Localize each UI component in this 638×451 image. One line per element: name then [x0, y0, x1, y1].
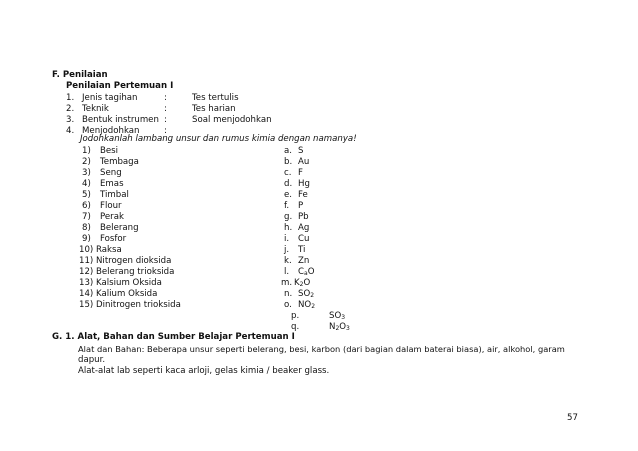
list-number: 15) — [79, 300, 94, 310]
list-number: 2) — [82, 157, 91, 167]
item-colon: : — [164, 104, 167, 114]
list-letter: f. — [284, 201, 290, 211]
list-letter: o. — [284, 300, 292, 310]
item-colon: : — [164, 115, 167, 125]
list-item-symbol: S — [298, 146, 304, 156]
list-letter: m. — [281, 278, 293, 288]
list-item-name: Fosfor — [100, 234, 127, 244]
list-item-symbol: Fe — [298, 190, 308, 200]
list-item-name: Raksa — [96, 245, 122, 255]
item-colon: : — [164, 126, 167, 136]
list-item-symbol: Cu — [298, 234, 310, 244]
list-number: 10) — [79, 245, 94, 255]
list-number: 3) — [82, 168, 91, 178]
list-item-formula: $SO_3$ — [329, 311, 346, 321]
list-number: 12) — [79, 267, 94, 277]
item-value: Soal menjodohkan — [192, 115, 272, 125]
item-number: 2. — [66, 104, 75, 114]
page-number: 57 — [567, 413, 578, 423]
item-colon: : — [164, 93, 167, 103]
list-item-name: Emas — [100, 179, 124, 189]
materials-line-continued: dapur. — [78, 355, 106, 365]
materials-line: Alat dan Bahan: Beberapa unsur seperti belerang, besi, karbon (dari bagian dalam baterai biasa), air, alkohol, garam — [78, 344, 565, 354]
list-item-symbol: Au — [298, 157, 310, 167]
list-number: 7) — [82, 212, 91, 222]
list-item-formula: $C_aO$ — [298, 267, 315, 277]
list-item-name: Timbal — [100, 190, 129, 200]
list-item-symbol: Zn — [298, 256, 310, 266]
list-number: 8) — [82, 223, 91, 233]
list-letter: a. — [284, 146, 292, 156]
list-item-name: Belerang trioksida — [96, 267, 175, 277]
list-letter: n. — [284, 289, 293, 299]
list-item-name: Kalium Oksida — [96, 289, 158, 299]
list-letter: c. — [284, 168, 292, 178]
item-label: Bentuk instrumen — [82, 115, 159, 125]
list-number: 6) — [82, 201, 91, 211]
list-number: 1) — [82, 146, 91, 156]
list-letter: l. — [284, 267, 290, 277]
section-f-heading: F. Penilaian — [52, 70, 108, 80]
list-item-name: Seng — [100, 168, 122, 178]
list-item-symbol: Ti — [298, 245, 306, 255]
list-number: 14) — [79, 289, 94, 299]
list-item-symbol: Hg — [298, 179, 310, 189]
list-letter: j. — [284, 245, 290, 255]
item-value: Tes tertulis — [192, 93, 239, 103]
item-number: 1. — [66, 93, 75, 103]
list-letter: p. — [291, 311, 300, 321]
list-letter: q. — [291, 322, 300, 332]
list-letter: i. — [284, 234, 290, 244]
list-item-symbol: Ag — [298, 223, 310, 233]
list-letter: h. — [284, 223, 293, 233]
item-label: Teknik — [82, 104, 109, 114]
matching-instruction: Jodohkanlah lambang unsur dan rumus kimia dengan namanya! — [80, 134, 357, 144]
list-item-formula: $K_2O$ — [294, 278, 311, 288]
list-number: 13) — [79, 278, 94, 288]
list-number: 9) — [82, 234, 91, 244]
list-item-symbol: F — [298, 168, 303, 178]
list-number: 11) — [79, 256, 94, 266]
list-item-name: Flour — [100, 201, 122, 211]
item-number: 3. — [66, 115, 75, 125]
list-letter: d. — [284, 179, 293, 189]
tools-line: Alat-alat lab seperti kaca arloji, gelas kimia / beaker glass. — [78, 366, 330, 376]
item-number: 4. — [66, 126, 75, 136]
section-f-subheading: Penilaian Pertemuan I — [66, 81, 174, 91]
list-letter: k. — [284, 256, 292, 266]
list-item-name: Perak — [100, 212, 124, 222]
list-item-formula: $NO_2$ — [298, 300, 316, 310]
list-letter: e. — [284, 190, 293, 200]
item-label: Jenis tagihan — [82, 93, 138, 103]
list-item-formula: $SO_2$ — [298, 289, 315, 299]
list-item-name: Belerang — [100, 223, 139, 233]
list-item-name: Tembaga — [100, 157, 139, 167]
list-item-name: Dinitrogen trioksida — [96, 300, 181, 310]
list-item-name: Nitrogen dioksida — [96, 256, 172, 266]
item-value: Tes harian — [192, 104, 236, 114]
list-letter: b. — [284, 157, 293, 167]
list-item-name: Kalsium Oksida — [96, 278, 162, 288]
list-item-symbol: P — [298, 201, 304, 211]
list-item-symbol: Pb — [298, 212, 309, 222]
item-label: Menjodohkan — [82, 126, 140, 136]
list-item-name: Besi — [100, 146, 119, 156]
list-letter: g. — [284, 212, 293, 222]
list-number: 5) — [82, 190, 91, 200]
list-item-formula: $N_2O_3$ — [329, 322, 350, 332]
list-number: 4) — [82, 179, 91, 189]
section-g-heading: G. 1. Alat, Bahan dan Sumber Belajar Pertemuan I — [52, 332, 295, 342]
